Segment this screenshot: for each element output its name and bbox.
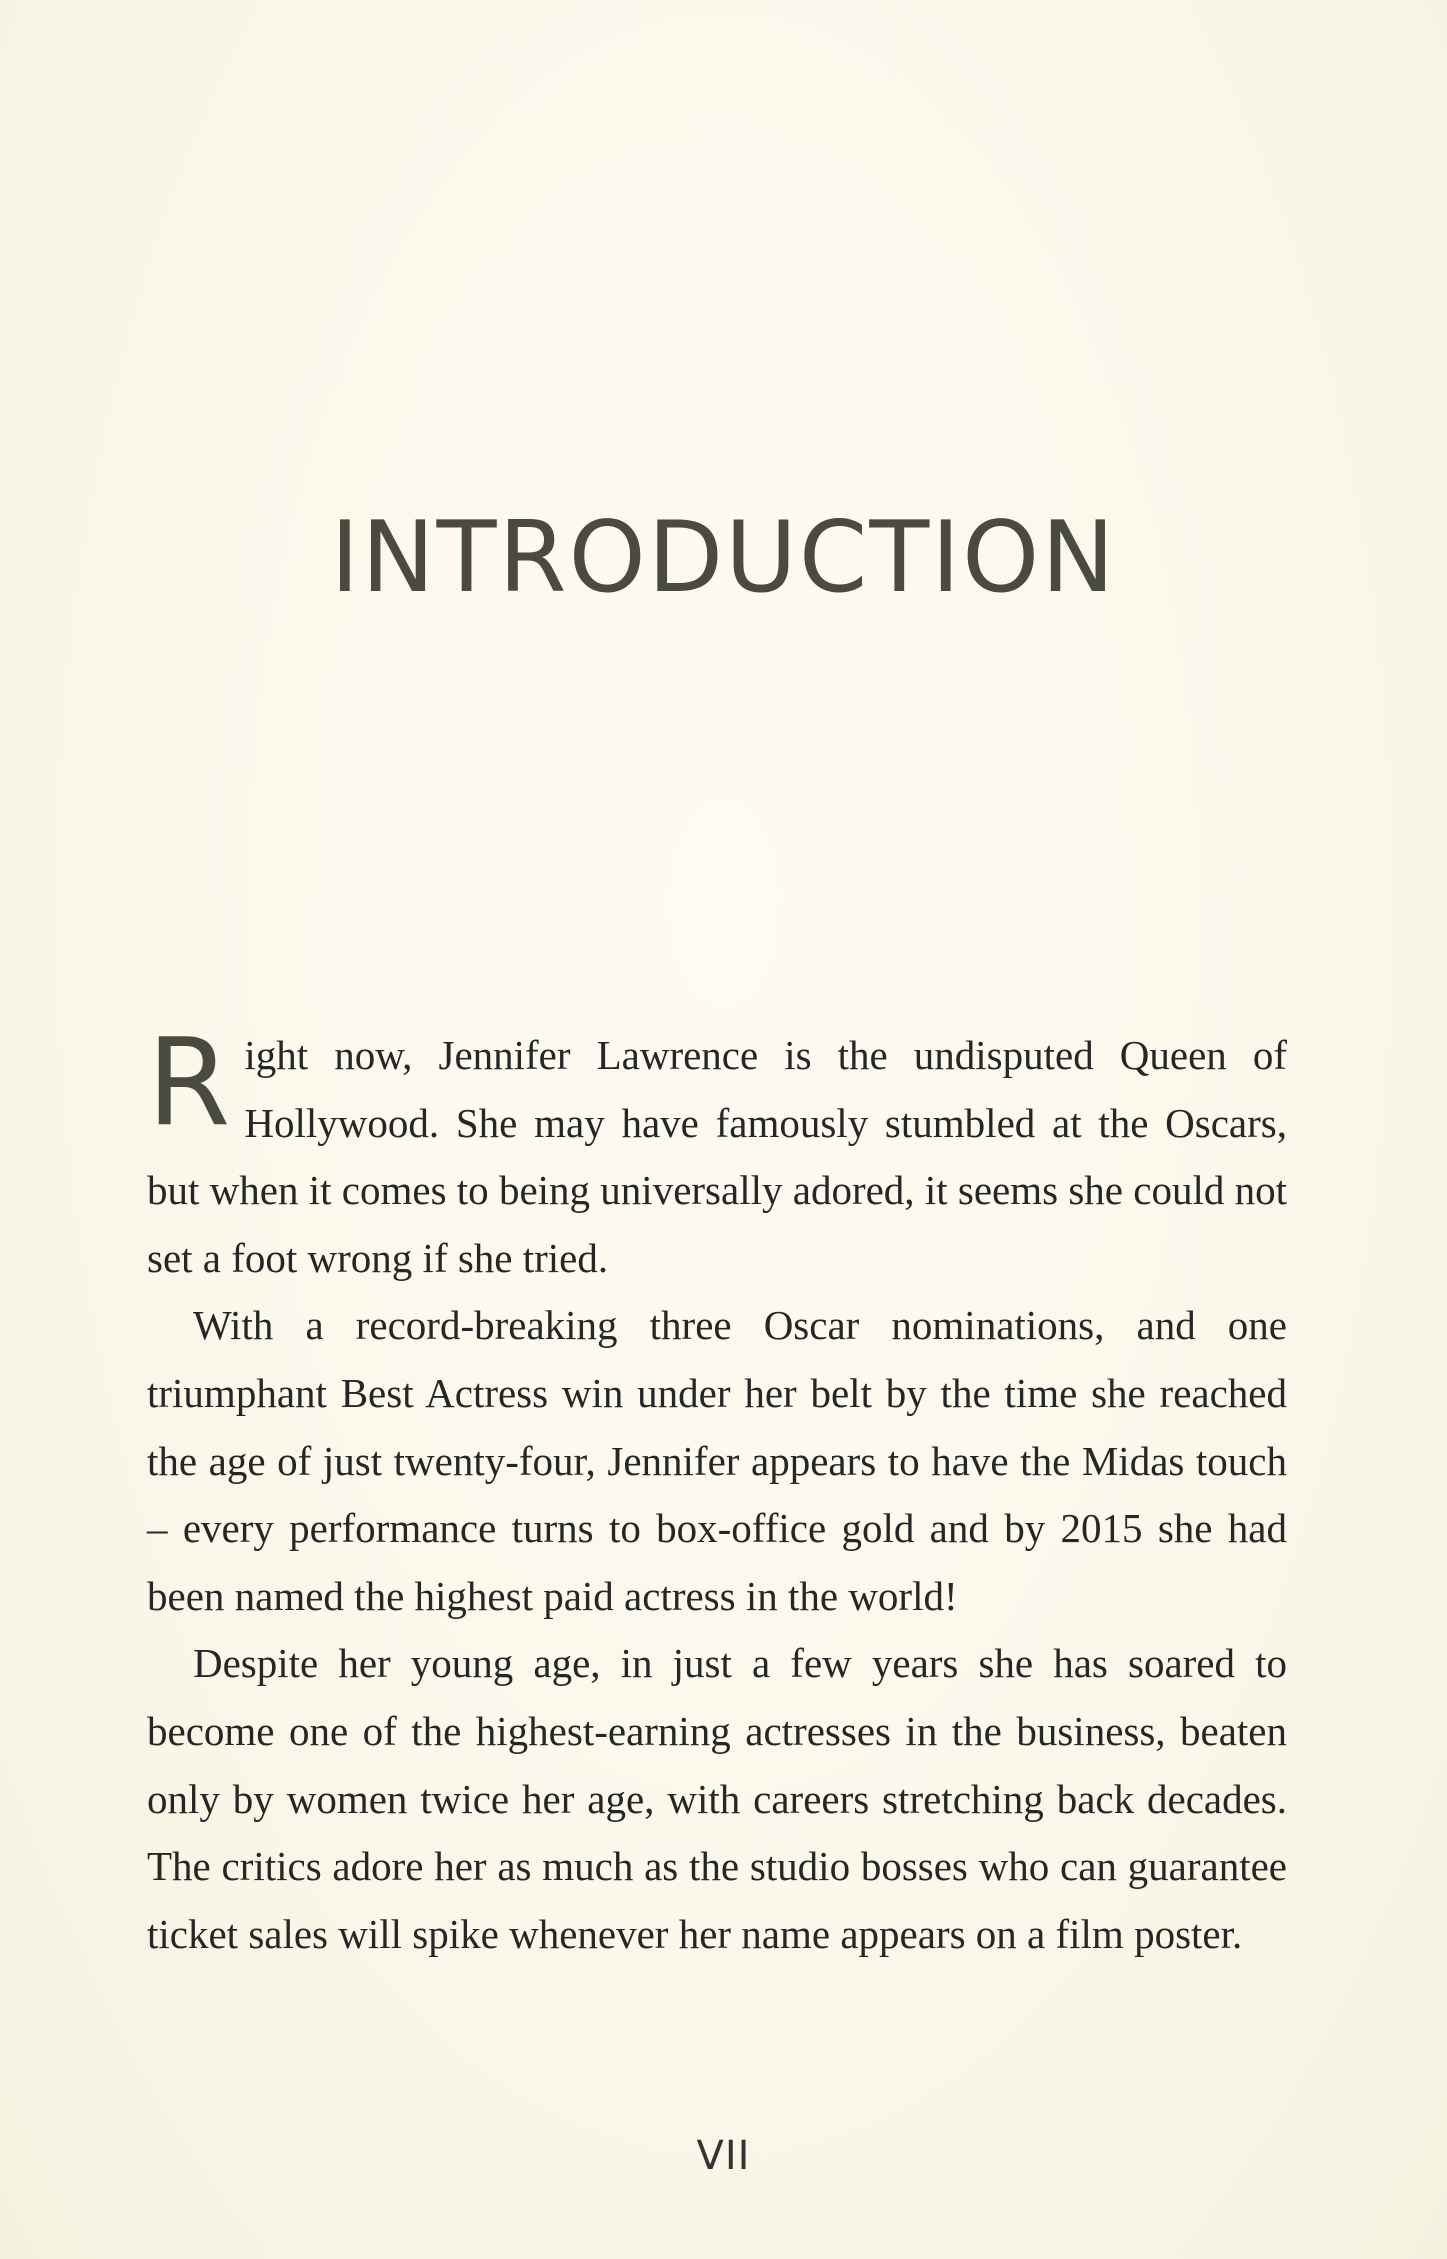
paragraph-3: Despite her young age, in just a few years she has soared to become one of the highest-earning actresses in the business, beaten only by women twice her age, with careers stretching back decades. The critics adore her as much as the studio bosses who can guarantee ticket sales will spike whenever her name appears on a film poster.	[147, 1640, 1287, 1957]
paragraph-1-text: ight now, Jennifer Lawrence is the undisputed Queen of Hollywood. She may have famously stumbled at the Oscars, but when it comes to being universally adored, it seems she could not set a foot wrong if she tried.	[147, 1032, 1287, 1281]
chapter-title: INTRODUCTION	[330, 501, 1117, 615]
body-text	[147, 1014, 1287, 1968]
page-number: VII	[696, 2133, 751, 2179]
paragraph-1	[147, 1014, 1287, 1292]
drop-cap: R	[147, 1014, 231, 1153]
paragraph-2: With a record-breaking three Oscar nominations, and one triumphant Best Actress win under her belt by the time she reached the age of just twenty-four, Jennifer appears to have the Midas touch – every performance turns to box-office gold and by 2015 she had been named the highest paid actress in the world!	[147, 1302, 1287, 1619]
